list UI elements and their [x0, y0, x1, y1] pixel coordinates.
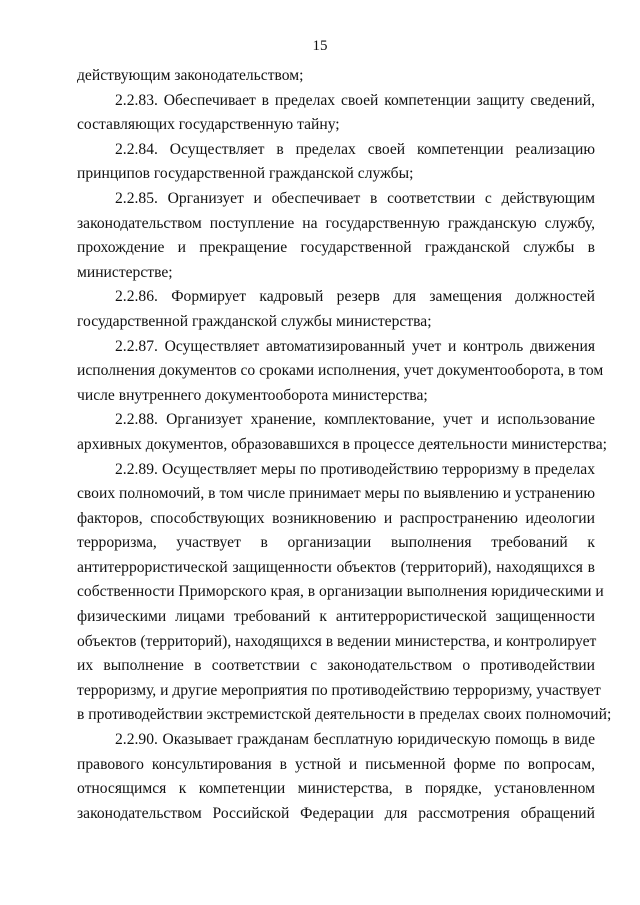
- paragraph: [77, 64, 595, 89]
- text-line: архивных документов, образовавшихся в процессе деятельности министерства;: [77, 435, 607, 453]
- text-line: своих полномочий, в том числе принимает меры по выявлению и устранению: [77, 485, 595, 503]
- paragraph: [77, 187, 595, 285]
- text-line: факторов, способствующих возникновению и распространению идеологии: [77, 509, 595, 527]
- paragraph: [77, 285, 595, 334]
- text-line: законодательством поступление на государственную гражданскую службу,: [77, 214, 595, 232]
- document-body: [77, 64, 612, 826]
- text-line: терроризму, и другие мероприятия по противодействию терроризму, участвует: [77, 681, 601, 699]
- page-number: 15: [312, 38, 328, 54]
- text-line: 2.2.87. Осуществляет автоматизированный учет и контроль движения: [115, 337, 595, 355]
- text-line: государственной гражданской службы министерства;: [77, 312, 432, 330]
- text-line: числе внутреннего документооборота министерства;: [77, 386, 428, 404]
- text-line: 2.2.89. Осуществляет меры по противодействию терроризму в пределах: [115, 460, 595, 478]
- text-line: законодательством Российской Федерации для рассмотрения обращений: [77, 804, 595, 822]
- text-line: объектов (территорий), находящихся в ведении министерства, и контролирует: [77, 632, 597, 650]
- text-line: принципов государственной гражданской службы;: [77, 165, 414, 183]
- text-line: физическими лицами требований к антитеррористической защищенности: [77, 608, 595, 626]
- text-line: прохождение и прекращение государственной гражданской службы в: [77, 239, 595, 257]
- text-line: министерстве;: [77, 263, 173, 281]
- text-line: собственности Приморского края, в организации выполнения юридическими и: [77, 583, 604, 601]
- text-line: антитеррористической защищенности объектов (территорий), находящихся в: [77, 558, 595, 576]
- paragraph: [77, 138, 595, 187]
- text-line: составляющих государственную тайну;: [77, 116, 340, 134]
- text-line: 2.2.84. Осуществляет в пределах своей компетенции реализацию: [115, 140, 595, 158]
- text-line: в противодействии экстремистской деятельности в пределах своих полномочий;: [77, 706, 612, 724]
- paragraph: [77, 458, 612, 729]
- text-line: их выполнение в соответствии с законодательством о противодействии: [77, 657, 595, 675]
- text-line: 2.2.86. Формирует кадровый резерв для замещения должностей: [115, 288, 595, 306]
- text-line: действующим законодательством;: [77, 67, 304, 84]
- paragraph: [77, 89, 595, 138]
- text-line: относящимся к компетенции министерства, в порядке, установленном: [77, 780, 595, 798]
- paragraph: [77, 408, 607, 457]
- text-line: исполнения документов со сроками исполнения, учет документооборота, в том: [77, 362, 604, 380]
- text-line: правового консультирования в устной и письменной форме по вопросам,: [77, 755, 595, 773]
- text-line: 2.2.85. Организует и обеспечивает в соответствии с действующим: [115, 189, 595, 207]
- text-line: терроризма, участвует в организации выполнения требований к: [77, 534, 595, 552]
- text-line: 2.2.88. Организует хранение, комплектование, учет и использование: [115, 411, 595, 429]
- text-line: 2.2.90. Оказывает гражданам бесплатную юридическую помощь в виде: [115, 731, 595, 749]
- paragraph: [77, 728, 595, 826]
- text-line: 2.2.83. Обеспечивает в пределах своей компетенции защиту сведений,: [115, 91, 595, 109]
- paragraph: [77, 335, 604, 409]
